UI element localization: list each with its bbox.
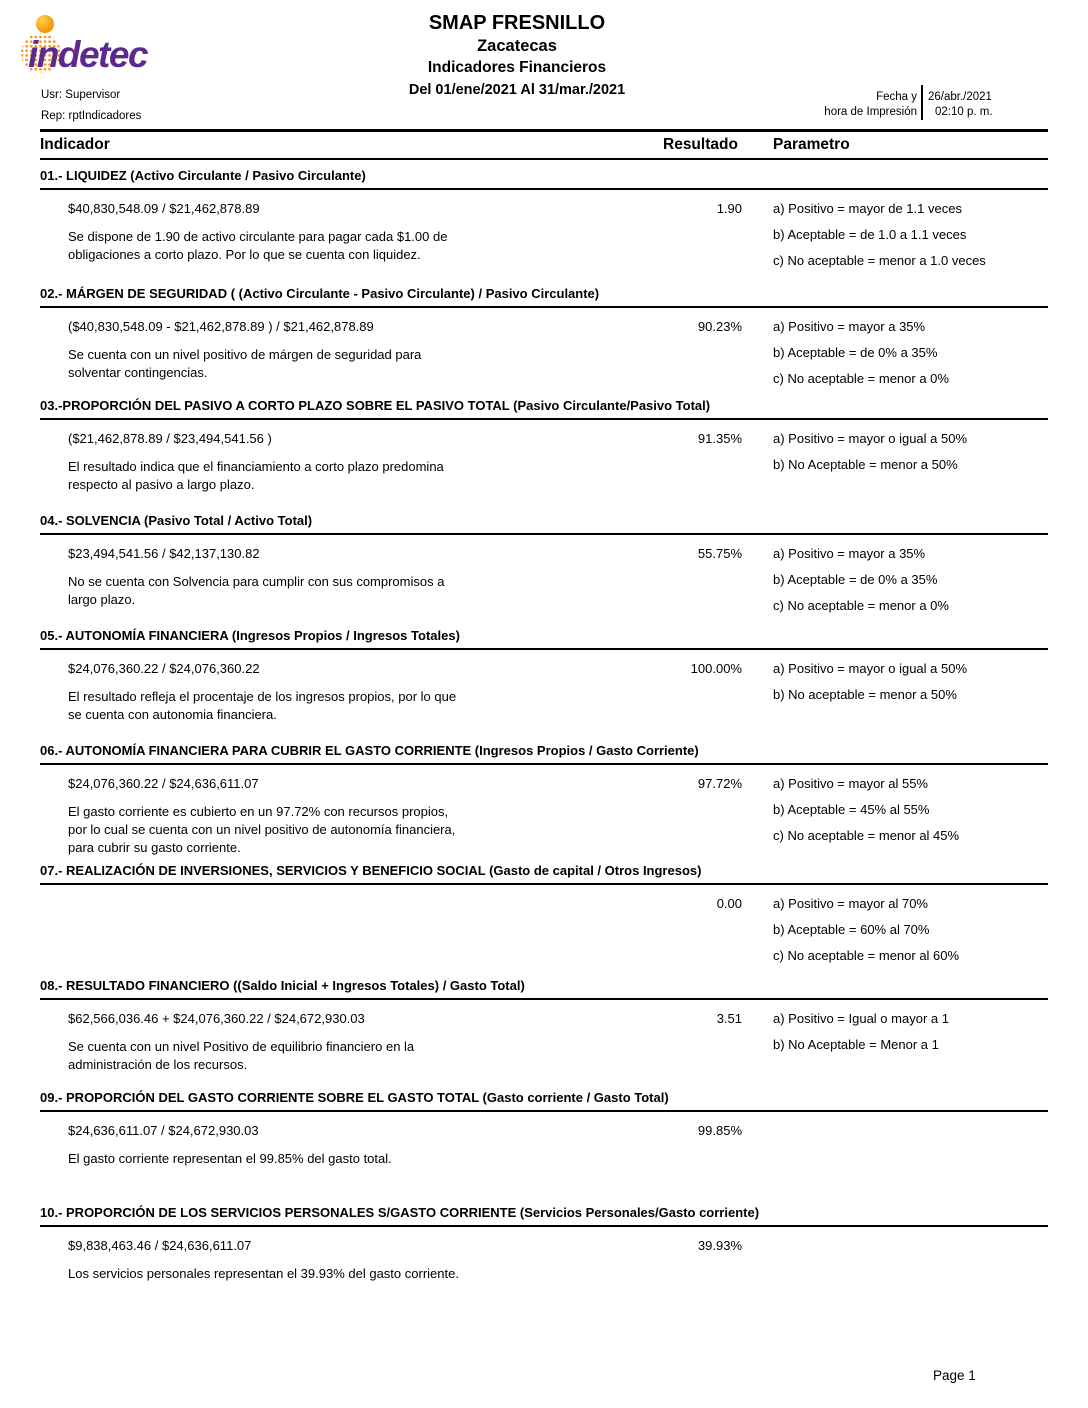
section-body [40, 1227, 1048, 1283]
section-title: 05.- AUTONOMÍA FINANCIERA (Ingresos Propios / Ingresos Totales) [40, 628, 1048, 650]
parameter-line: b) Aceptable = 45% al 55% [773, 802, 930, 817]
formula-text: $24,636,611.07 / $24,672,930.03 [68, 1123, 259, 1138]
formula-text [68, 896, 648, 911]
result-value: 1.90 [716, 201, 742, 216]
section-title: 02.- MÁRGEN DE SEGURIDAD ( (Activo Circulante - Pasivo Circulante) / Pasivo Circulante) [40, 286, 1048, 308]
parameter-list [773, 1011, 949, 1063]
formula-text: $40,830,548.09 / $21,462,878.89 [68, 201, 260, 216]
parameter-line: b) Aceptable = de 1.0 a 1.1 veces [773, 227, 967, 242]
indicator-section-01 [40, 168, 1048, 268]
description-line: se cuenta con autonomia financiera. [68, 707, 277, 722]
print-datetime-values [923, 85, 993, 120]
section-body [40, 765, 1048, 857]
column-header-rule [40, 158, 1048, 160]
print-time: 02:10 p. m. [935, 106, 993, 118]
result-value: 3.51 [716, 1011, 742, 1026]
parameter-list [773, 201, 986, 279]
description-line: Los servicios personales representan el 39.93% del gasto corriente. [68, 1266, 459, 1281]
indicator-section-07 [40, 863, 1048, 963]
print-label-line1: Fecha y [876, 91, 917, 103]
description-line: El gasto corriente representan el 99.85% del gasto total. [68, 1151, 392, 1166]
parameter-list [773, 431, 967, 483]
section-body [40, 190, 1048, 268]
section-body [40, 650, 1048, 724]
section-title: 09.- PROPORCIÓN DEL GASTO CORRIENTE SOBRE EL GASTO TOTAL (Gasto corriente / Gasto Total) [40, 1090, 1048, 1112]
print-datetime-block [818, 85, 993, 120]
result-value: 90.23% [697, 319, 742, 334]
page-number: Page 1 [933, 1368, 976, 1383]
parameter-line: a) Positivo = Igual o mayor a 1 [773, 1011, 949, 1026]
section-title: 07.- REALIZACIÓN DE INVERSIONES, SERVICIOS Y BENEFICIO SOCIAL (Gasto de capital / Otros Ingresos) [40, 863, 1048, 885]
column-header-parametro: Parametro [773, 136, 850, 153]
parameter-line: a) Positivo = mayor a 35% [773, 546, 926, 561]
description-line: obligaciones a corto plazo. Por lo que se cuenta con liquidez. [68, 247, 421, 262]
description-line: El gasto corriente es cubierto en un 97.72% con recursos propios, [68, 804, 449, 819]
parameter-line: b) Aceptable = de 0% a 35% [773, 572, 938, 587]
formula-text: ($21,462,878.89 / $23,494,541.56 ) [68, 431, 272, 446]
description-line: Se dispone de 1.90 de activo circulante para pagar cada $1.00 de [68, 229, 448, 244]
parameter-line: c) No aceptable = menor al 45% [773, 828, 960, 843]
description-line: Se cuenta con un nivel positivo de márgen de seguridad para [68, 347, 422, 362]
description-line: largo plazo. [68, 592, 136, 607]
section-body [40, 420, 1048, 494]
formula-text: ($40,830,548.09 - $21,462,878.89 ) / $21,462,878.89 [68, 319, 374, 334]
section-title: 01.- LIQUIDEZ (Activo Circulante / Pasivo Circulante) [40, 168, 1048, 190]
formula-text: $62,566,036.46 + $24,076,360.22 / $24,672,930.03 [68, 1011, 365, 1026]
logo-wordmark: indetec [28, 34, 148, 75]
description-line: El resultado refleja el procentaje de los ingresos propios, por lo que [68, 689, 457, 704]
parameter-line: a) Positivo = mayor al 55% [773, 776, 928, 791]
header-rule [40, 129, 1048, 132]
formula-text: $24,076,360.22 / $24,076,360.22 [68, 661, 260, 676]
indetec-logo-graphic [20, 12, 190, 82]
section-title: 04.- SOLVENCIA (Pasivo Total / Activo Total) [40, 513, 1048, 535]
result-value: 39.93% [697, 1238, 742, 1253]
description-line: respecto al pasivo a largo plazo. [68, 477, 255, 492]
parameter-line: c) No aceptable = menor a 0% [773, 371, 949, 386]
parameter-line: b) No Aceptable = Menor a 1 [773, 1037, 939, 1052]
column-header-indicador: Indicador [40, 136, 110, 153]
table-column-headers [40, 136, 1048, 154]
column-header-resultado: Resultado [663, 136, 738, 153]
report-id-label: Rep: rptIndicadores [41, 110, 142, 122]
organization-name: SMAP FRESNILLO [428, 12, 606, 34]
section-title: 08.- RESULTADO FINANCIERO ((Saldo Inicial + Ingresos Totales) / Gasto Total) [40, 978, 1048, 1000]
formula-text: $23,494,541.56 / $42,137,130.82 [68, 546, 260, 561]
indicator-section-10 [40, 1205, 1048, 1283]
description-line: El resultado indica que el financiamiento a corto plazo predomina [68, 459, 444, 474]
indicator-section-08 [40, 978, 1048, 1074]
result-value: 97.72% [697, 776, 742, 791]
result-value: 0.00 [716, 896, 742, 911]
description-line: solventar contingencias. [68, 365, 208, 380]
description-line: Se cuenta con un nivel Positivo de equilibrio financiero en la [68, 1039, 415, 1054]
result-value: 91.35% [697, 431, 742, 446]
parameter-line: b) No Aceptable = menor a 50% [773, 457, 958, 472]
print-datetime-label [818, 85, 917, 120]
print-date: 26/abr./2021 [928, 91, 992, 103]
section-body [40, 885, 1048, 963]
section-title: 10.- PROPORCIÓN DE LOS SERVICIOS PERSONALES S/GASTO CORRIENTE (Servicios Personales/Gasto corriente) [40, 1205, 1048, 1227]
parameter-line: b) Aceptable = de 0% a 35% [773, 345, 938, 360]
parameter-line: a) Positivo = mayor o igual a 50% [773, 431, 968, 446]
section-body [40, 1112, 1048, 1168]
indicator-section-03 [40, 398, 1048, 494]
orange-ball-icon [36, 15, 54, 33]
parameter-line: a) Positivo = mayor o igual a 50% [773, 661, 968, 676]
parameter-list [773, 319, 949, 397]
parameter-list [773, 776, 959, 854]
state-name: Zacatecas [477, 37, 557, 55]
parameter-list [773, 896, 959, 974]
result-value: 100.00% [690, 661, 742, 676]
parameter-line: c) No aceptable = menor a 1.0 veces [773, 253, 986, 268]
user-label: Usr: Supervisor [41, 89, 121, 101]
formula-text: $9,838,463.46 / $24,636,611.07 [68, 1238, 252, 1253]
description-line: No se cuenta con Solvencia para cumplir con sus compromisos a [68, 574, 445, 589]
indicator-section-06 [40, 743, 1048, 857]
parameter-line: c) No aceptable = menor a 0% [773, 598, 949, 613]
result-value: 99.85% [697, 1123, 742, 1138]
indicator-section-09 [40, 1090, 1048, 1168]
section-body [40, 308, 1048, 386]
result-value: 55.75% [697, 546, 742, 561]
report-period: Del 01/ene/2021 Al 31/mar./2021 [408, 82, 626, 98]
section-title: 03.-PROPORCIÓN DEL PASIVO A CORTO PLAZO SOBRE EL PASIVO TOTAL (Pasivo Circulante/Pasivo Total) [40, 398, 1048, 420]
description [68, 1265, 1048, 1283]
print-label-line2: hora de Impresión [824, 106, 917, 118]
indicator-section-05 [40, 628, 1048, 724]
parameter-line: c) No aceptable = menor al 60% [773, 948, 960, 963]
report-title: Indicadores Financieros [427, 59, 607, 76]
parameter-list [773, 661, 967, 713]
indetec-logo [20, 12, 190, 82]
parameter-line: a) Positivo = mayor a 35% [773, 319, 926, 334]
description [68, 1150, 1048, 1168]
description-line: administración de los recursos. [68, 1057, 248, 1072]
parameter-line: a) Positivo = mayor de 1.1 veces [773, 201, 962, 216]
report-header [217, 12, 817, 101]
parameter-list [773, 546, 949, 624]
indicator-section-04 [40, 513, 1048, 613]
section-body [40, 1000, 1048, 1074]
parameter-line: a) Positivo = mayor al 70% [773, 896, 928, 911]
section-title: 06.- AUTONOMÍA FINANCIERA PARA CUBRIR EL GASTO CORRIENTE (Ingresos Propios / Gasto Corriente) [40, 743, 1048, 765]
description-line: por lo cual se cuenta con un nivel positivo de autonomía financiera, [68, 822, 456, 837]
section-body [40, 535, 1048, 613]
formula-text: $24,076,360.22 / $24,636,611.07 [68, 776, 259, 791]
indicator-section-02 [40, 286, 1048, 386]
parameter-line: b) No aceptable = menor a 50% [773, 687, 957, 702]
description-line: para cubrir su gasto corriente. [68, 840, 241, 855]
parameter-line: b) Aceptable = 60% al 70% [773, 922, 930, 937]
